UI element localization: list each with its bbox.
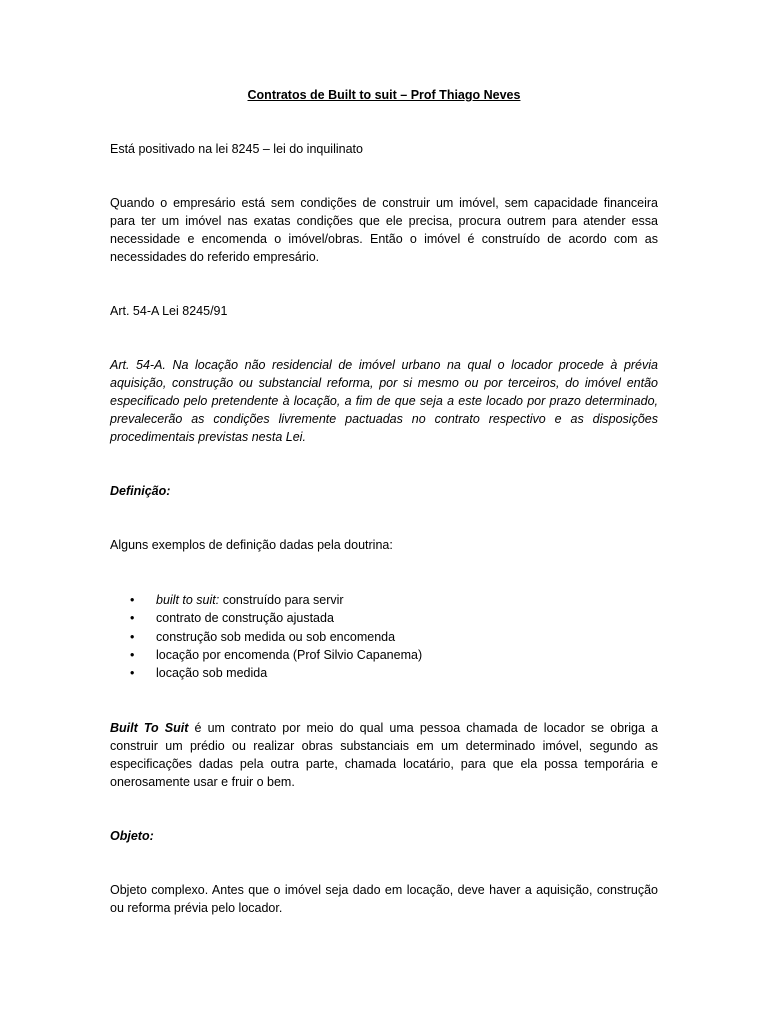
intro-paragraph: Está positivado na lei 8245 – lei do inquilinato: [110, 142, 363, 156]
list-item-text: locação por encomenda (Prof Silvio Capanema): [156, 647, 423, 662]
list-item-text: construção sob medida ou sob encomenda: [156, 629, 396, 644]
list-item: [110, 646, 658, 664]
paragraph-context: Quando o empresário está sem condições de construir um imóvel, sem capacidade financeira para ter um imóvel nas exatas condições que ele precisa, procura outrem para atender essa necessidade e encomenda o imóvel/obras. Então o imóvel é construído de acordo com as necessidades do referido empresário.: [110, 196, 658, 264]
definition-list: [110, 591, 658, 682]
bullet-icon: •: [130, 593, 135, 607]
objeto-heading: Objeto:: [110, 829, 154, 843]
document-title: Contratos de Built to suit – Prof Thiago Neves: [247, 88, 521, 102]
list-item: [110, 628, 658, 646]
built-to-suit-paragraph: [110, 719, 658, 791]
definicao-heading: Definição:: [110, 484, 171, 498]
objeto-text: Objeto complexo. Antes que o imóvel seja dado em locação, deve haver a aquisição, construção ou reforma prévia pelo locador.: [110, 883, 658, 915]
bullet-icon: •: [130, 647, 135, 662]
article-text: Art. 54-A. Na locação não residencial de imóvel urbano na qual o locador procede à prévia aquisição, construção ou substancial reforma, por si mesmo ou por terceiros, do imóvel então especificado pelo pretendente à locação, a fim de que seja a este locado por prazo determinado, prevalecerão as condições livremente pactuadas no contrato respectivo e as disposições procedimentais previstas nesta Lei.: [110, 358, 658, 444]
bullet-icon: •: [130, 629, 135, 644]
bullet-icon: •: [130, 666, 135, 681]
built-to-suit-term: Built To Suit: [110, 721, 189, 735]
list-item-text: locação sob medida: [156, 666, 268, 681]
article-reference: Art. 54-A Lei 8245/91: [110, 304, 228, 318]
definicao-intro: Alguns exemplos de definição dadas pela doutrina:: [110, 538, 393, 552]
list-item: [110, 609, 658, 627]
list-item-text: contrato de construção ajustada: [156, 611, 334, 626]
built-to-suit-text: é um contrato por meio do qual uma pessoa chamada de locador se obriga a construir um prédio ou realizar obras substanciais em um determinado imóvel, segundo as especificações dadas pela outra parte, chamada locatário, para que ela possa temporária e onerosamente usar e fruir o bem.: [110, 721, 658, 789]
list-item: [110, 664, 658, 682]
list-item-text: construído para servir: [219, 593, 344, 607]
bullet-icon: •: [130, 611, 135, 626]
list-item-prefix: built to suit:: [156, 593, 220, 607]
list-item: [110, 591, 658, 609]
